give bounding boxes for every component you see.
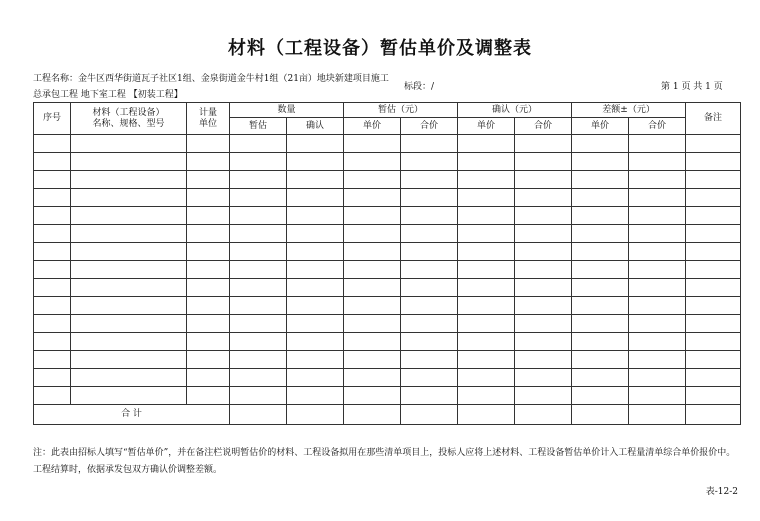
table-cell[interactable] [401,333,458,351]
table-cell[interactable] [187,387,230,405]
table-cell[interactable] [401,369,458,387]
table-cell[interactable] [572,135,629,153]
table-cell[interactable] [287,261,344,279]
table-cell[interactable] [629,153,686,171]
table-cell[interactable] [230,207,287,225]
table-cell[interactable] [458,369,515,387]
table-cell[interactable] [572,189,629,207]
table-cell[interactable] [344,225,401,243]
table-cell[interactable] [629,135,686,153]
table-cell[interactable] [344,189,401,207]
table-cell[interactable] [686,207,741,225]
table-cell[interactable] [458,135,515,153]
table-cell[interactable] [572,369,629,387]
table-cell[interactable] [686,369,741,387]
table-cell[interactable] [458,207,515,225]
table-row [34,279,741,297]
header-material-line1: 材料（工程设备） [92,107,165,118]
table-cell[interactable] [344,333,401,351]
page-title: 材料（工程设备）暂估单价及调整表 [228,38,532,59]
table-cell[interactable] [629,189,686,207]
table-cell[interactable] [71,135,187,153]
header-estimate-unit-price: 单价 [344,118,401,135]
table-cell[interactable] [287,189,344,207]
table-row [34,225,741,243]
table-cell[interactable] [686,225,741,243]
table-cell[interactable] [686,387,741,405]
header-confirm: 确认（元） [458,103,572,118]
table-cell[interactable] [572,297,629,315]
table-cell[interactable] [187,279,230,297]
table-cell[interactable] [230,315,287,333]
table-cell[interactable] [686,135,741,153]
table-cell[interactable] [572,351,629,369]
table-cell[interactable] [401,171,458,189]
table-cell[interactable] [34,279,71,297]
table-cell[interactable] [572,243,629,261]
table-cell[interactable] [34,261,71,279]
table-cell[interactable] [344,351,401,369]
table-row [34,171,741,189]
table-cell[interactable] [71,171,187,189]
table-cell[interactable] [401,225,458,243]
header-unit [187,103,230,135]
table-cell[interactable] [187,261,230,279]
table-cell[interactable] [458,351,515,369]
table-cell[interactable] [34,171,71,189]
table-cell[interactable] [187,243,230,261]
header-material [71,103,187,135]
table-cell[interactable] [401,387,458,405]
table-cell[interactable] [230,135,287,153]
table-cell[interactable] [287,369,344,387]
header-quantity: 数量 [230,103,344,118]
table-cell[interactable] [401,279,458,297]
table-cell[interactable] [344,297,401,315]
table-cell[interactable] [458,333,515,351]
table-cell[interactable] [71,207,187,225]
total-cell [686,405,741,425]
table-cell[interactable] [71,279,187,297]
table-cell[interactable] [34,135,71,153]
table-cell[interactable] [230,297,287,315]
table-cell[interactable] [686,171,741,189]
header-material-line2: 名称、规格、型号 [92,118,165,129]
table-cell[interactable] [187,153,230,171]
estimate-table [33,102,741,425]
table-cell[interactable] [401,135,458,153]
table-cell[interactable] [458,243,515,261]
table-cell[interactable] [572,315,629,333]
table-cell[interactable] [344,171,401,189]
table-cell[interactable] [572,387,629,405]
table-cell[interactable] [572,261,629,279]
table-cell[interactable] [572,153,629,171]
table-cell[interactable] [629,261,686,279]
header-estimate: 暂估（元） [344,103,458,118]
footnote: 注：此表由招标人填写“暂估单价”，并在备注栏说明暂估价的材料、工程设备拟用在那些清单项目上，投标人应将上述材料、工程设备暂估单价计入工程量清单综合单价报价中。工程结算时，依据承发包双方确认价调整差额。 [33,448,736,475]
table-row [34,153,741,171]
table-cell[interactable] [187,297,230,315]
table-cell[interactable] [629,297,686,315]
table-cell[interactable] [71,315,187,333]
table-cell[interactable] [458,189,515,207]
table-cell[interactable] [287,279,344,297]
table-cell[interactable] [344,261,401,279]
total-row [34,405,741,425]
table-cell[interactable] [287,297,344,315]
table-cell[interactable] [71,297,187,315]
header-qty-confirm: 确认 [287,118,344,135]
table-cell[interactable] [287,243,344,261]
table-cell[interactable] [401,153,458,171]
table-cell[interactable] [187,171,230,189]
total-cell [629,405,686,425]
table-cell[interactable] [572,207,629,225]
header-diff-unit-price: 单价 [572,118,629,135]
page-info: 第 1 页 共 1 页 [661,82,723,92]
table-cell[interactable] [230,225,287,243]
table-cell[interactable] [686,333,741,351]
total-cell [230,405,287,425]
table-cell[interactable] [187,225,230,243]
table-row [34,369,741,387]
header-seq: 序号 [34,103,71,135]
table-cell[interactable] [71,243,187,261]
table-cell[interactable] [344,387,401,405]
table-cell[interactable] [572,171,629,189]
table-cell[interactable] [515,243,572,261]
table-cell[interactable] [629,171,686,189]
table-cell[interactable] [230,261,287,279]
table-cell[interactable] [230,243,287,261]
header-diff-total-price: 合价 [629,118,686,135]
table-cell[interactable] [230,153,287,171]
table-cell[interactable] [515,207,572,225]
table-cell[interactable] [187,351,230,369]
table-cell[interactable] [230,351,287,369]
table-cell[interactable] [230,333,287,351]
table-cell[interactable] [344,135,401,153]
table-cell[interactable] [344,243,401,261]
table-cell[interactable] [572,279,629,297]
form-code: 表-12-2 [705,487,738,497]
table-cell[interactable] [34,351,71,369]
table-cell[interactable] [287,171,344,189]
table-cell[interactable] [344,207,401,225]
table-cell[interactable] [230,189,287,207]
table-row [34,189,741,207]
total-cell [458,405,515,425]
table-cell[interactable] [187,315,230,333]
table-cell[interactable] [34,387,71,405]
table-cell[interactable] [34,207,71,225]
table-cell[interactable] [71,153,187,171]
table-cell[interactable] [401,297,458,315]
table-cell[interactable] [344,153,401,171]
table-cell[interactable] [71,333,187,351]
table-cell[interactable] [458,279,515,297]
table-cell[interactable] [34,153,71,171]
table-cell[interactable] [515,171,572,189]
table-cell[interactable] [515,261,572,279]
header-qty-estimate: 暂估 [230,118,287,135]
table-cell[interactable] [515,297,572,315]
table-cell[interactable] [344,315,401,333]
table-cell[interactable] [572,333,629,351]
total-cell [401,405,458,425]
table-cell[interactable] [629,243,686,261]
table-cell[interactable] [230,369,287,387]
table-cell[interactable] [71,189,187,207]
table-cell[interactable] [458,387,515,405]
table-cell[interactable] [458,153,515,171]
table-cell[interactable] [287,387,344,405]
table-row [34,243,741,261]
table-cell[interactable] [458,171,515,189]
table-row [34,297,741,315]
table-cell[interactable] [344,279,401,297]
table-cell[interactable] [515,387,572,405]
table-cell[interactable] [629,387,686,405]
header-confirm-unit-price: 单价 [458,118,515,135]
table-cell[interactable] [629,351,686,369]
table-cell[interactable] [629,207,686,225]
table-cell[interactable] [629,225,686,243]
header-confirm-total-price: 合价 [515,118,572,135]
section-label: 标段：/ [404,82,435,92]
table-cell[interactable] [287,315,344,333]
table-cell[interactable] [629,315,686,333]
header-unit-line2: 单位 [198,118,217,129]
project-name-line1 [33,71,389,84]
table-cell[interactable] [71,351,187,369]
table-cell[interactable] [287,351,344,369]
table-cell[interactable] [515,369,572,387]
table-cell[interactable] [686,279,741,297]
table-cell[interactable] [187,135,230,153]
table-cell[interactable] [71,261,187,279]
table-row [34,261,741,279]
table-cell[interactable] [34,333,71,351]
table-cell[interactable] [287,135,344,153]
table-cell[interactable] [187,189,230,207]
total-cell [572,405,629,425]
table-cell[interactable] [401,315,458,333]
header-unit-line1: 计量 [198,107,217,118]
project-name-value: 金牛区西华街道瓦子社区1组、金泉街道金牛村1组（21亩）地块新建项目施工 [78,74,389,84]
table-cell[interactable] [458,315,515,333]
table-cell[interactable] [686,315,741,333]
table-cell[interactable] [458,225,515,243]
table-cell[interactable] [686,261,741,279]
header-remark: 备注 [686,103,741,135]
total-cell [287,405,344,425]
table-cell[interactable] [230,171,287,189]
table-cell[interactable] [187,207,230,225]
table-cell[interactable] [458,297,515,315]
table-cell[interactable] [401,207,458,225]
table-row [34,351,741,369]
table-cell[interactable] [686,243,741,261]
table-cell[interactable] [686,189,741,207]
table-cell[interactable] [401,189,458,207]
table-cell[interactable] [515,279,572,297]
table-cell[interactable] [34,297,71,315]
table-cell[interactable] [515,135,572,153]
table-row [34,207,741,225]
table-cell[interactable] [515,189,572,207]
table-cell[interactable] [71,225,187,243]
total-cell [344,405,401,425]
table-row [34,387,741,405]
table-body [34,135,741,425]
table-cell[interactable] [34,243,71,261]
project-name-label: 工程名称： [33,74,79,84]
table-cell[interactable] [230,279,287,297]
table-row [34,135,741,153]
header-diff: 差额±（元） [572,103,686,118]
table-cell[interactable] [515,351,572,369]
header-estimate-total-price: 合价 [401,118,458,135]
table-cell[interactable] [34,315,71,333]
table-cell[interactable] [629,369,686,387]
table-cell[interactable] [686,351,741,369]
table-cell[interactable] [287,153,344,171]
table-cell[interactable] [401,243,458,261]
table-cell[interactable] [71,387,187,405]
table-cell[interactable] [187,333,230,351]
table-cell[interactable] [686,297,741,315]
project-name-line2: 总承包工程 地下室工程 【初装工程】 [33,90,183,100]
table-cell[interactable] [515,315,572,333]
table-cell[interactable] [629,333,686,351]
table-cell[interactable] [71,369,187,387]
table-cell[interactable] [458,261,515,279]
table-cell[interactable] [287,225,344,243]
table-cell[interactable] [572,225,629,243]
table-cell[interactable] [401,351,458,369]
table-cell[interactable] [187,369,230,387]
table-cell[interactable] [34,189,71,207]
table-cell[interactable] [515,153,572,171]
table-cell[interactable] [287,333,344,351]
table-row [34,315,741,333]
table-cell[interactable] [629,279,686,297]
total-cell [515,405,572,425]
table-cell[interactable] [515,333,572,351]
table-cell[interactable] [34,225,71,243]
table-cell[interactable] [401,261,458,279]
total-label: 合 计 [34,405,230,425]
table-cell[interactable] [344,369,401,387]
table-row [34,333,741,351]
table-cell[interactable] [686,153,741,171]
table-cell[interactable] [287,207,344,225]
table-cell[interactable] [515,225,572,243]
table-cell[interactable] [230,387,287,405]
table-cell[interactable] [34,369,71,387]
